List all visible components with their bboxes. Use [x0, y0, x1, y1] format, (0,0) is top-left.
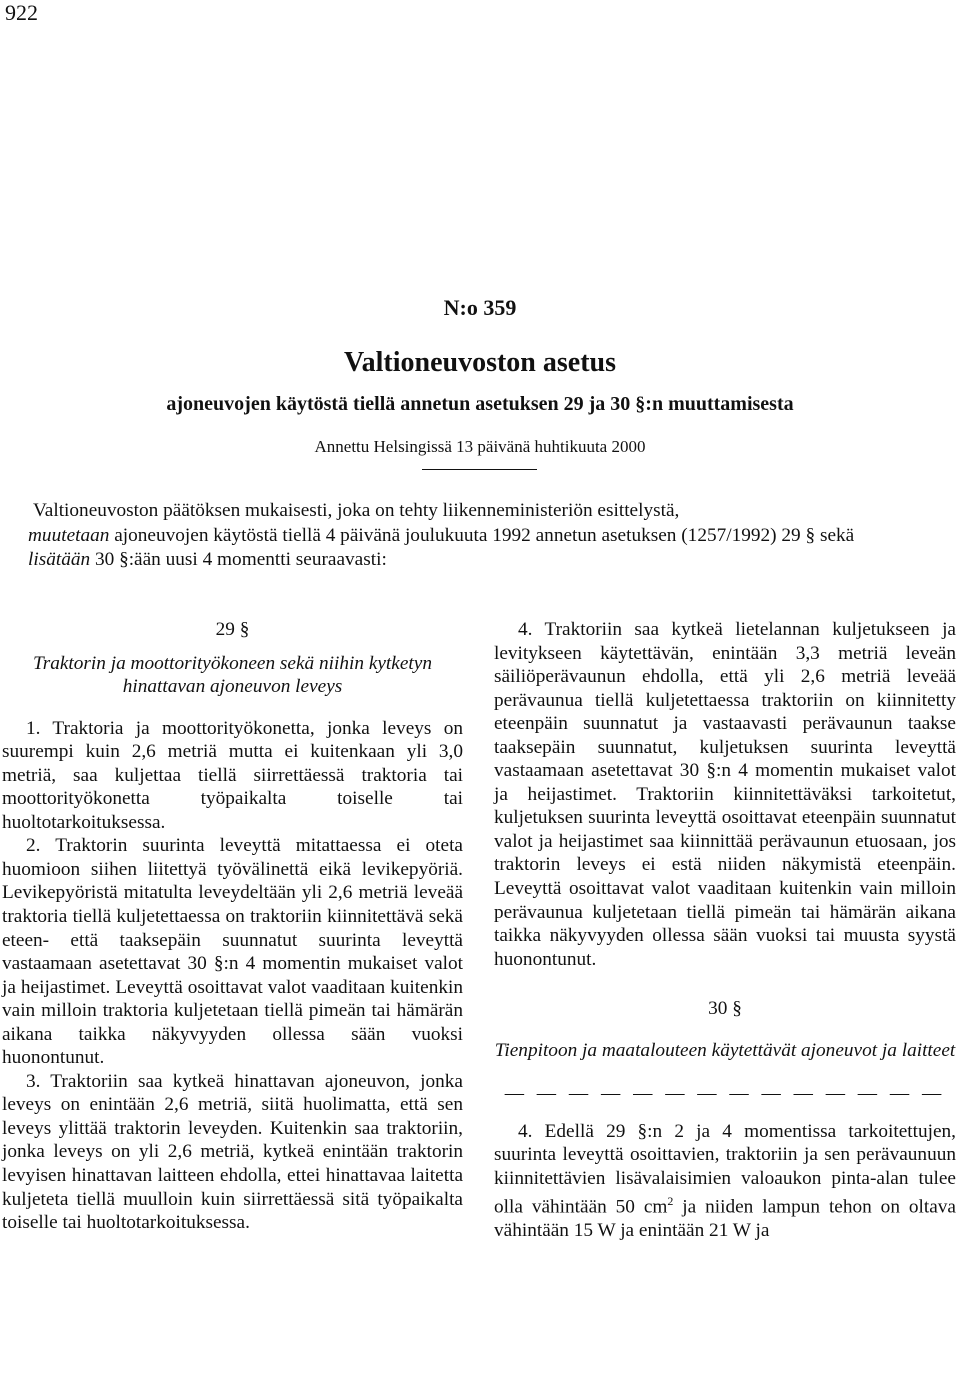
add-keyword: lisätään — [28, 549, 91, 570]
right-column — [494, 618, 956, 1243]
section-30-heading: Tienpitoon ja maatalouteen käytettävät ajoneuvot ja laitteet — [494, 1039, 956, 1061]
left-column — [2, 618, 463, 1235]
amend-keyword: muutetaan — [28, 524, 110, 546]
square-superscript: 2 — [667, 1194, 674, 1209]
preamble-amend-clause — [28, 524, 958, 549]
section-30-p4-text: 4. Edellä 29 §:n 2 ja 4 momentissa tarkoitettujen, suurinta leveyttä osoittavien, traktoriin ja sen perävaunuun kiinnitettävien lisävalaisimien valoaukon pinta-alan tulee olla vähintään 50 cm — [494, 1120, 956, 1218]
document-title: Valtioneuvoston asetus — [343, 347, 616, 378]
section-30-paragraph-4 — [494, 1120, 956, 1243]
omission-marker: — — — — — — — — — — — — — — — [504, 1083, 946, 1105]
preamble-add-clause — [28, 548, 958, 573]
section-29-paragraph-1: 1. Traktoria ja moottorityökonetta, jonka leveys on suurempi kuin 2,6 metriä mutta ei kuitenkaan yli 3,0 metriä, saa kuljettaa tiellä siirrettäessä traktoria tai moottorityökonetta työpaikalta toiselle tai huoltotarkoituksessa. — [2, 717, 463, 833]
section-29-paragraph-3: 3. Traktoriin saa kytkeä hinattavan ajoneuvon, jonka leveys on enintään 2,6 metriä, siitä huolimatta, että sen leveys ylittää traktorin leveyden. Kuitenkin saa traktoriin, jonka leveys on yli 2,6 metriä, kytkeä enintään traktorin levyisen hinattavan laitteen ehdolla, ettei hinattavaa laitetta kuljeteta tiellä muulloin kuin siirrettäessä sitä työpaikalta toiselle tai huoltotarkoituksessa. — [2, 1070, 463, 1234]
document-number: N:o 359 — [443, 295, 517, 320]
section-29-paragraph-4: 4. Traktoriin saa kytkeä lietelannan kuljetukseen ja levitykseen käytettävän, enintään 3,3 metriä leveän säiliöperävaunun ehdolla, että yli 2,6 metriä leveää perävaunua tiellä kuljetettaessa traktoriin on kiinnitetty eteenpäin suunnatut ja vastaavasti perävaunun taakse taaksepäin suunnatut, kuljetuksen suurinta leveyttä vastaamaan asetettavat 30 §:n 4 momentin mukaiset valot ja heijastimet. Traktoriin kiinnitettäväksi tarkoitetut, kuljetuksen suurinta leveyttä osoittavat eteenpäin suunnatut valot ja heijastimet saa kiinnittää perävaunun etuosaan, jos traktorin leveys ei estä niiden näkymistä eteenpäin. Leveyttä osoittavat valot vaaditaan kuitenkin vain milloin perävaunua kuljetetaan tiellä pimeän tai hämärän aikana taikka näkyvyyden ollessa sään vuoksi tai muusta syystä huonontunut. — [494, 619, 956, 970]
section-30-p4-text-end: ja niiden lampun tehon on oltava vähintään 15 W ja enintään 21 W ja — [494, 1196, 956, 1242]
section-29-paragraph-2: 2. Traktorin suurinta leveyttä mitattaessa ei oteta huomioon siihen liitettyä työvälinettä eikä levikepyöriä. Levikepyöristä mitatulta leveydeltään yli 2,6 metriä leveää traktoria tiellä kuljetettaessa on traktoriin kiinnitettävä sekä eteen- että taaksepäin suunnatut suurinta leveyttä vastaamaan asetettavat 30 §:n 4 momentin mukaiset valot ja heijastimet. Leveyttä osoittavat valot vaaditaan kuitenkin vain milloin traktoria kuljetetaan tiellä pimeän tai hämärän aikana taikka näkyvyyden ollessa sään vuoksi huonontunut. — [2, 835, 463, 1069]
section-29-number: 29 § — [215, 619, 250, 640]
preamble — [28, 499, 958, 573]
section-30-number: 30 § — [708, 998, 742, 1020]
issue-date-line: Annettu Helsingissä 13 päivänä huhtikuuta 2000 — [314, 437, 646, 456]
title-divider — [422, 469, 537, 470]
add-text: 30 §:ään uusi 4 momentti seuraavasti: — [90, 549, 387, 570]
section-29-heading: Traktorin ja moottorityökoneen sekä niihin kytketyn hinattavan ajoneuvon leveys — [33, 652, 432, 698]
page-number: 922 — [5, 0, 38, 25]
document-subtitle: ajoneuvojen käytöstä tiellä annetun asetuksen 29 ja 30 §:n muuttamisesta — [166, 393, 794, 415]
preamble-line-1: Valtioneuvoston päätöksen mukaisesti, joka on tehty liikenneministeriön esittelystä, — [33, 500, 680, 521]
amend-text: ajoneuvojen käytöstä tiellä 4 päivänä joulukuuta 1992 annetun asetuksen (1257/1992) 29 § sekä — [109, 524, 855, 546]
